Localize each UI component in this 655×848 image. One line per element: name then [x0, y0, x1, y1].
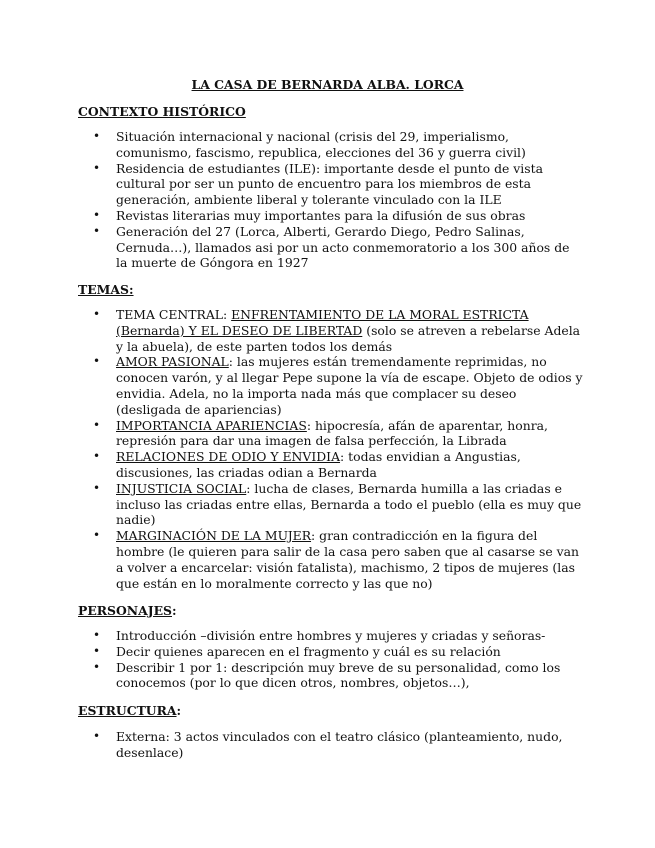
- item-text: : todas envidian a Angustias, discusiones, las criadas odian a Bernarda: [116, 449, 521, 480]
- item-text: : gran contradicción en la figura del hombre (le quieren para salir de la casa pero saben que al casarse se van a volver a encarcelar: visión fatalista), machismo, 2 tipos de mujeres (las que están en lo moralmente correcto y las que no): [116, 528, 579, 591]
- heading-personajes-wrap: [78, 603, 177, 618]
- item-label: ENFRENTAMIENTO DE LA MORAL ESTRICTA (Bernarda) Y EL DESEO DE LIBERTAD: [116, 307, 529, 338]
- list-item: • Revistas literarias muy importantes para la difusión de sus obras: [78, 208, 583, 224]
- heading-colon: :: [176, 703, 182, 718]
- item-label: AMOR PASIONAL: [116, 354, 229, 370]
- heading-colon: :: [172, 603, 177, 618]
- list-item: • Generación del 27 (Lorca, Alberti, Gerardo Diego, Pedro Salinas, Cernuda…), llamados asi por un acto conmemoratorio a los 300 años de la muerte de Góngora en 1927: [78, 224, 583, 271]
- item-label: MARGINACIÓN DE LA MUJER: [116, 528, 312, 544]
- item-text: : hipocresía, afán de aparentar, honra, represión para dar una imagen de falsa perfección, la Librada: [116, 417, 548, 449]
- item-text: : las mujeres están tremendamente reprimidas, no conocen varón, y al llegar Pepe supone la vía de escape. Objeto de odios y envidia. Adela, no la importa nada más que complacer su deseo (desligada de apariencias): [116, 354, 583, 417]
- heading-contexto-historico: CONTEXTO HISTÓRICO: [78, 104, 246, 119]
- item-label: IMPORTANCIA APARIENCIAS: [116, 417, 307, 433]
- item-label: RELACIONES DE ODIO Y ENVIDIA: [116, 449, 341, 465]
- list-item: • Residencia de estudiantes (ILE): importante desde el punto de vista cultural por ser un punto de encuentro para los miembros de esta generación, ambiente liberal y tolerante vinculado con la ILE: [78, 161, 583, 208]
- list-personajes: [78, 628, 583, 691]
- item-text: (solo se atreven a rebelarse Adela y la abuela), de este parten todos los demás: [116, 322, 581, 354]
- list-temas: [78, 307, 583, 591]
- list-item: • Describir 1 por 1: descripción muy breve de su personalidad, como los conocemos (por lo que dicen otros, nombres, objetos…),: [78, 660, 583, 692]
- list-item-injusticia-social: [78, 481, 583, 528]
- heading-personajes: PERSONAJES: [78, 603, 172, 618]
- list-item-importancia-apariencias: [78, 418, 583, 450]
- item-label: INJUSTICIA SOCIAL: [116, 480, 247, 496]
- list-item-marginacion-mujer: [78, 528, 583, 591]
- list-contexto: [78, 129, 583, 271]
- item-prefix: TEMA CENTRAL:: [116, 307, 232, 322]
- list-item: • Introducción –división entre hombres y mujeres y criadas y señoras-: [78, 628, 583, 644]
- list-estructura: [78, 729, 583, 761]
- list-item: • Externa: 3 actos vinculados con el teatro clásico (planteamiento, nudo, desenlace): [78, 729, 583, 761]
- list-item-tema-central: [78, 307, 583, 354]
- heading-temas: TEMAS:: [78, 282, 134, 297]
- list-item: • Situación internacional y nacional (crisis del 29, imperialismo, comunismo, fascismo, republica, elecciones del 36 y guerra civil): [78, 129, 583, 161]
- heading-estructura-wrap: [78, 703, 181, 718]
- list-item-relaciones-odio: [78, 449, 583, 481]
- list-item-amor-pasional: [78, 354, 583, 417]
- list-item: • Decir quienes aparecen en el fragmento y cuál es su relación: [78, 644, 583, 660]
- document-title: LA CASA DE BERNARDA ALBA. LORCA: [191, 77, 464, 92]
- heading-estructura: ESTRUCTURA: [78, 703, 177, 718]
- item-text: : lucha de clases, Bernarda humilla a las criadas e incluso las criadas entre ellas, Bernarda a todo el pueblo (ella es muy que nadie): [116, 480, 582, 528]
